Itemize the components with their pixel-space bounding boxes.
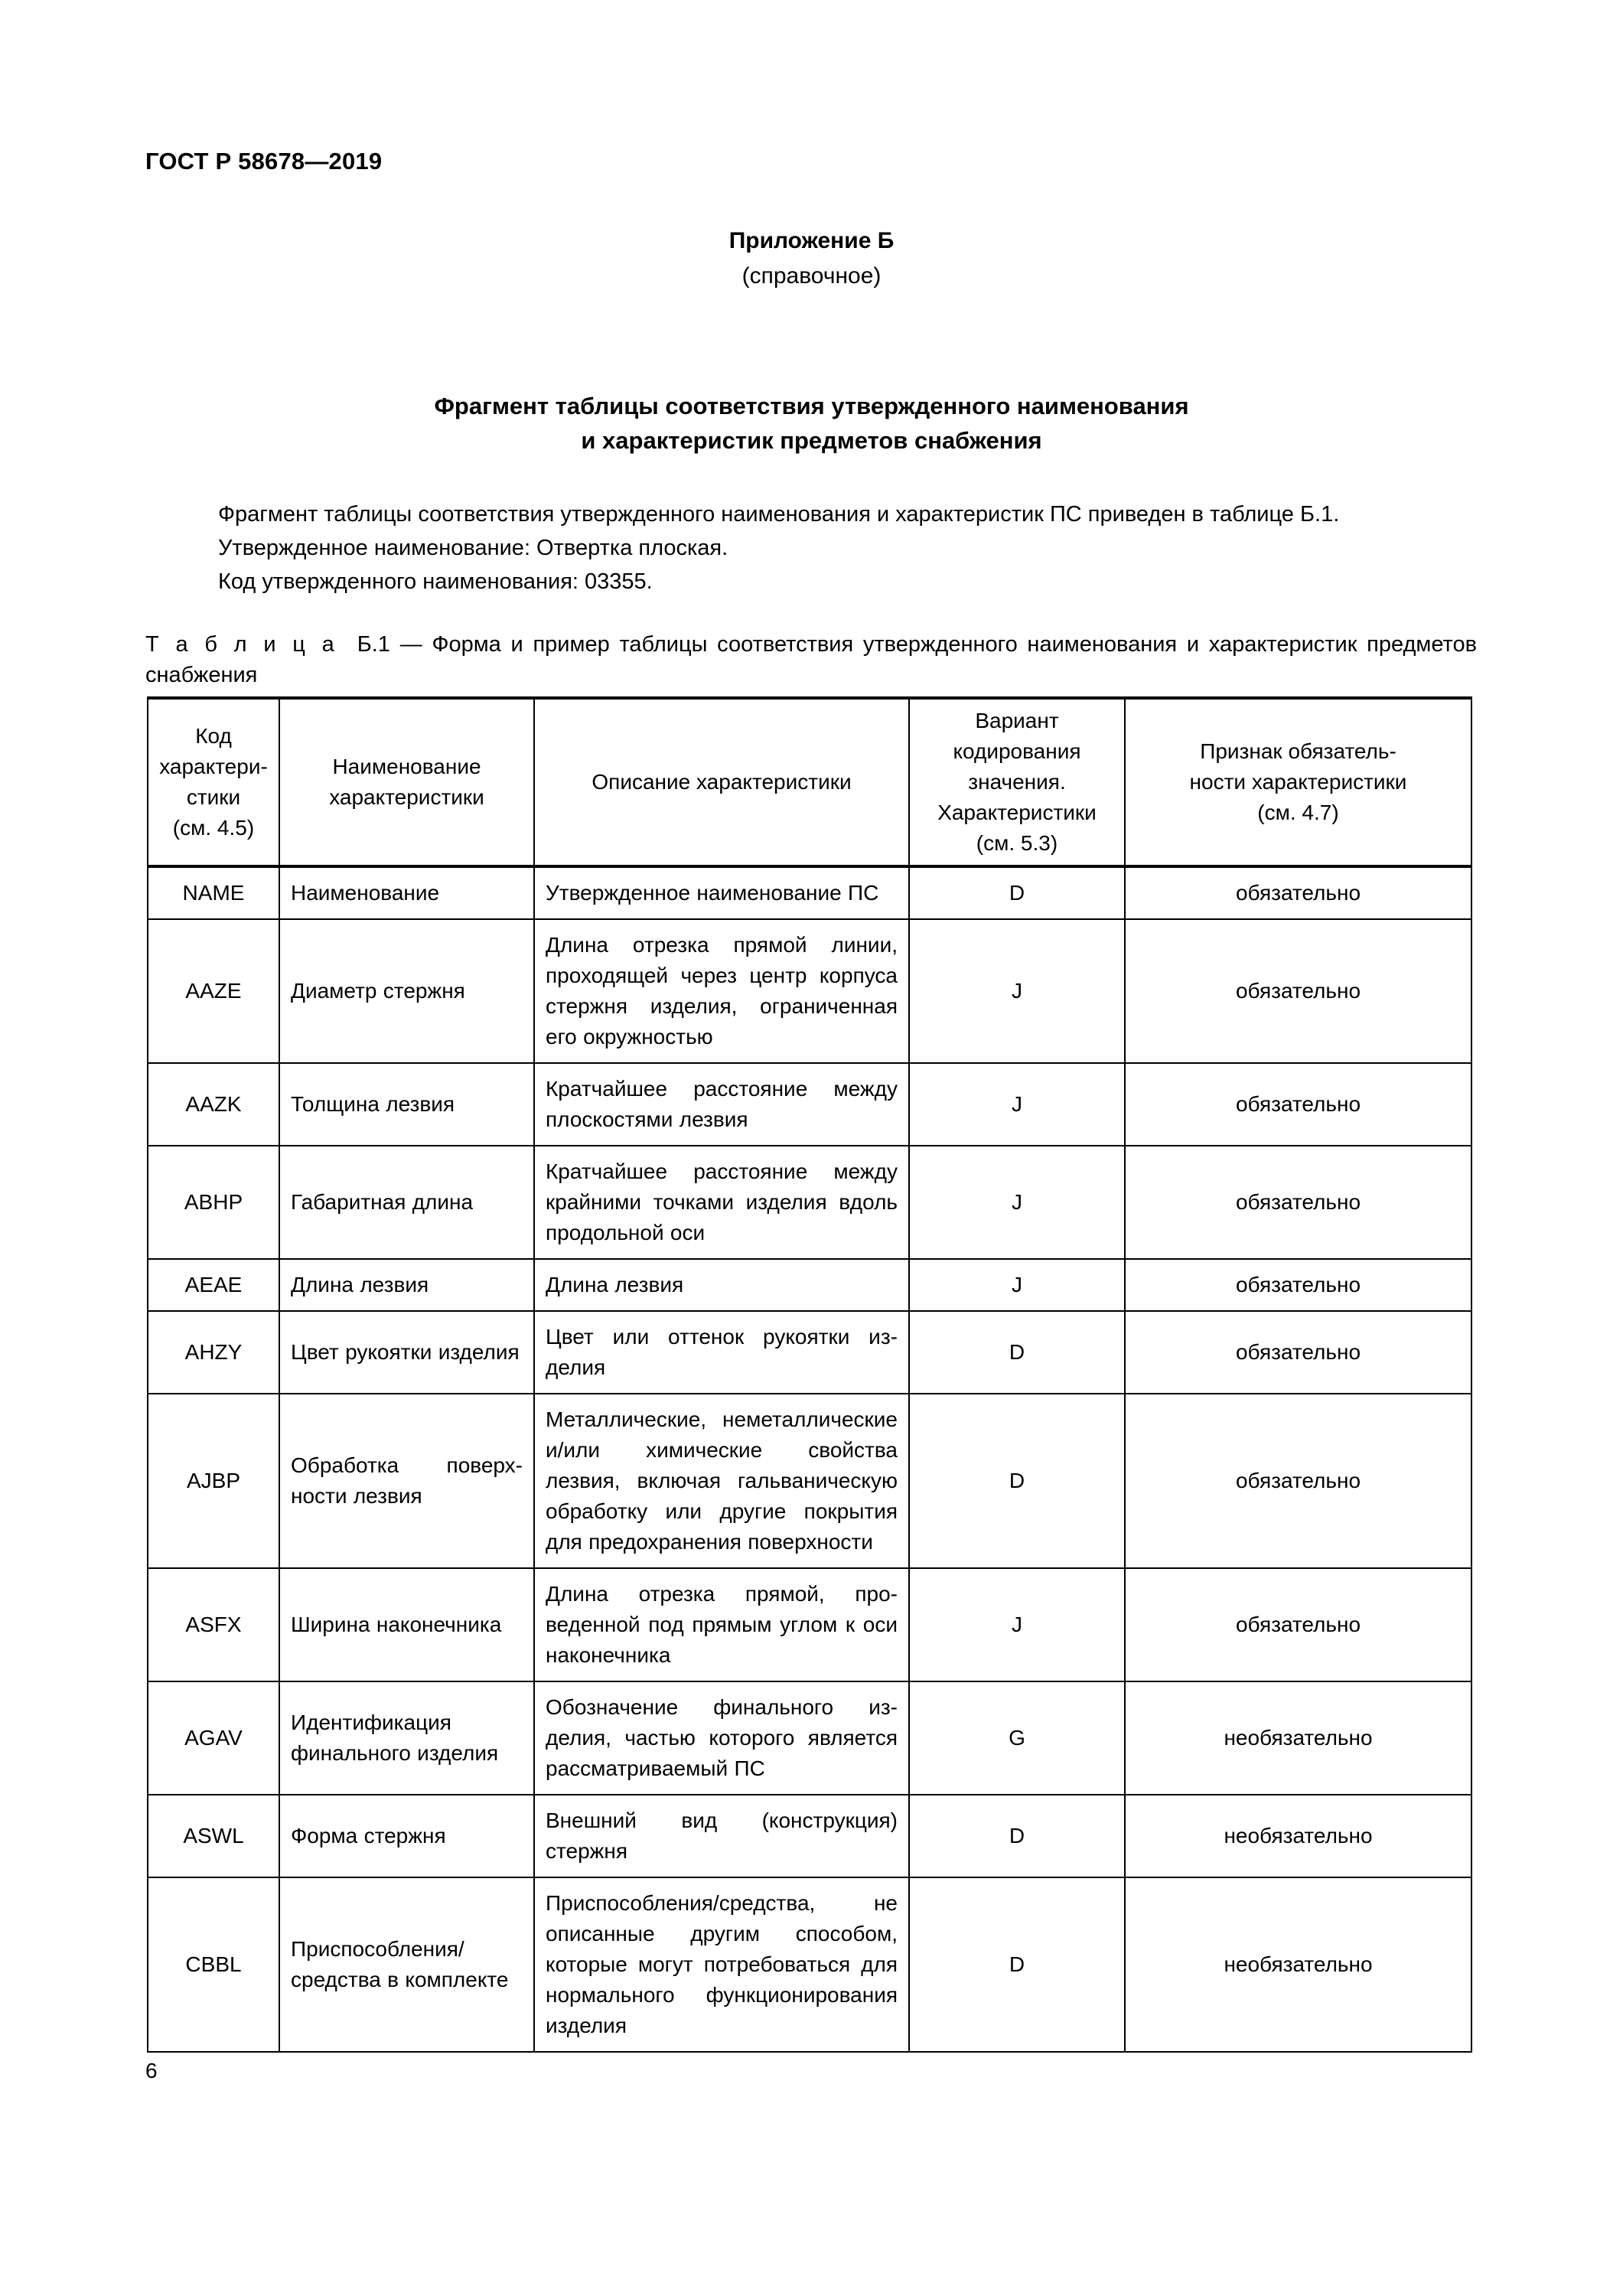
table-caption-text: Форма и пример таблицы соответствия утвержденного наименования и характеристик предметов снабжения: [145, 632, 1478, 687]
cell-code: CBBL: [148, 1877, 279, 2052]
cell-name: Обработка поверхности лезвия: [279, 1394, 534, 1568]
table-caption-number: Б.1: [357, 632, 390, 657]
cell-obligation: обязательно: [1125, 1146, 1471, 1259]
table-caption: [145, 629, 1477, 690]
column-header-code: Код характери- стики (см. 4.5): [148, 698, 279, 866]
cell-description: Длина отрезка прямой линии, проходящей через центр корпуса стержня изделия, ограниченная его окружностью: [534, 919, 909, 1063]
table-row: [148, 1146, 1471, 1259]
intro-line-3: Код утвержденного наименования: 03355.: [218, 569, 653, 594]
cell-coding: G: [909, 1681, 1125, 1795]
table-row: [148, 1394, 1471, 1568]
cell-code: ASFX: [148, 1568, 279, 1681]
cell-code: AGAV: [148, 1681, 279, 1795]
cell-obligation: обязательно: [1125, 1311, 1471, 1394]
table-row: [148, 1311, 1471, 1394]
column-header-description: Описание характеристики: [534, 698, 909, 866]
annex-subtitle: (справочное): [741, 263, 882, 289]
cell-coding: J: [909, 1063, 1125, 1146]
cell-coding: D: [909, 1394, 1125, 1568]
cell-name: Диаметр стержня: [279, 919, 534, 1063]
annex-title: Приложение Б: [728, 228, 895, 253]
cell-obligation: обязательно: [1125, 866, 1471, 919]
table-caption-label: Т а б л и ц а: [145, 632, 338, 657]
table-row: [148, 1259, 1471, 1311]
intro-paragraph: [218, 497, 1481, 598]
table-row: [148, 1795, 1471, 1877]
cell-name: Форма стержня: [279, 1795, 534, 1877]
cell-name: Наименование: [279, 866, 534, 919]
cell-obligation: обязательно: [1125, 1568, 1471, 1681]
cell-code: AAZE: [148, 919, 279, 1063]
table-row: [148, 1063, 1471, 1146]
table-caption-dash: —: [399, 632, 422, 657]
cell-coding: J: [909, 1568, 1125, 1681]
cell-code: ABHP: [148, 1146, 279, 1259]
cell-description: Обозначение финального изделия, частью которого является рассматриваемый ПС: [534, 1681, 909, 1795]
table-body: [148, 866, 1471, 2052]
cell-name: Цвет рукоятки изделия: [279, 1311, 534, 1394]
cell-description: Кратчайшее расстояние между крайними точками изделия вдоль продольной оси: [534, 1146, 909, 1259]
cell-obligation: необязательно: [1125, 1795, 1471, 1877]
cell-obligation: обязательно: [1125, 1063, 1471, 1146]
page-number: 6: [145, 2059, 158, 2082]
table-row: [148, 866, 1471, 919]
cell-obligation: обязательно: [1125, 919, 1471, 1063]
standard-header: ГОСТ Р 58678—2019: [145, 148, 383, 174]
cell-coding: D: [909, 866, 1125, 919]
table-header-row: [148, 698, 1471, 866]
cell-code: AJBP: [148, 1394, 279, 1568]
annex-block: [0, 223, 1623, 294]
cell-coding: D: [909, 1877, 1125, 2052]
cell-name: Габаритная длина: [279, 1146, 534, 1259]
cell-name: Идентификация финального изделия: [279, 1681, 534, 1795]
cell-obligation: обязательно: [1125, 1259, 1471, 1311]
cell-name: Ширина наконечника: [279, 1568, 534, 1681]
table-row: [148, 919, 1471, 1063]
cell-description: Металлические, неметаллические и/или химические свойства лезвия, включая гальваническую обработку или другие покрытия для предохранения поверхности: [534, 1394, 909, 1568]
cell-description: Длина отрезка прямой, проведенной под прямым углом к оси наконечника: [534, 1568, 909, 1681]
table-row: [148, 1877, 1471, 2052]
cell-name: Приспособления/ средства в комплекте: [279, 1877, 534, 2052]
characteristics-table: [147, 696, 1472, 2053]
intro-line-1: Фрагмент таблицы соответствия утвержденного наименования и характеристик ПС приведен в таблице Б.1.: [218, 502, 1340, 527]
page-title: [0, 389, 1623, 458]
cell-code: NAME: [148, 866, 279, 919]
table-row: [148, 1681, 1471, 1795]
cell-coding: D: [909, 1311, 1125, 1394]
cell-code: AHZY: [148, 1311, 279, 1394]
cell-name: Длина лезвия: [279, 1259, 534, 1311]
column-header-obligation: Признак обязатель- ности характеристики (см. 4.7): [1125, 698, 1471, 866]
table-row: [148, 1568, 1471, 1681]
cell-coding: J: [909, 1146, 1125, 1259]
cell-description: Приспособления/средства, не описанные другим способом, которые могут потребоваться для нормального функционирования изделия: [534, 1877, 909, 2052]
intro-line-2: Утвержденное наименование: Отвертка плоская.: [218, 536, 728, 560]
column-header-coding: Вариант кодирования значения. Характеристики (см. 5.3): [909, 698, 1125, 866]
cell-description: Длина лезвия: [534, 1259, 909, 1311]
cell-code: AAZK: [148, 1063, 279, 1146]
page-title-line-2: и характеристик предметов снабжения: [581, 427, 1042, 454]
cell-coding: J: [909, 919, 1125, 1063]
cell-description: Кратчайшее расстояние между плоскостями лезвия: [534, 1063, 909, 1146]
page-title-line-1: Фрагмент таблицы соответствия утвержденного наименования: [434, 393, 1189, 419]
cell-code: ASWL: [148, 1795, 279, 1877]
cell-coding: D: [909, 1795, 1125, 1877]
cell-description: Внешний вид (конструкция) стержня: [534, 1795, 909, 1877]
cell-obligation: обязательно: [1125, 1394, 1471, 1568]
cell-description: Утвержденное наименование ПС: [534, 866, 909, 919]
cell-code: AEAE: [148, 1259, 279, 1311]
cell-name: Толщина лезвия: [279, 1063, 534, 1146]
cell-coding: J: [909, 1259, 1125, 1311]
cell-obligation: необязательно: [1125, 1681, 1471, 1795]
cell-obligation: необязательно: [1125, 1877, 1471, 2052]
cell-description: Цвет или оттенок рукоятки изделия: [534, 1311, 909, 1394]
column-header-name: Наименование характеристики: [279, 698, 534, 866]
